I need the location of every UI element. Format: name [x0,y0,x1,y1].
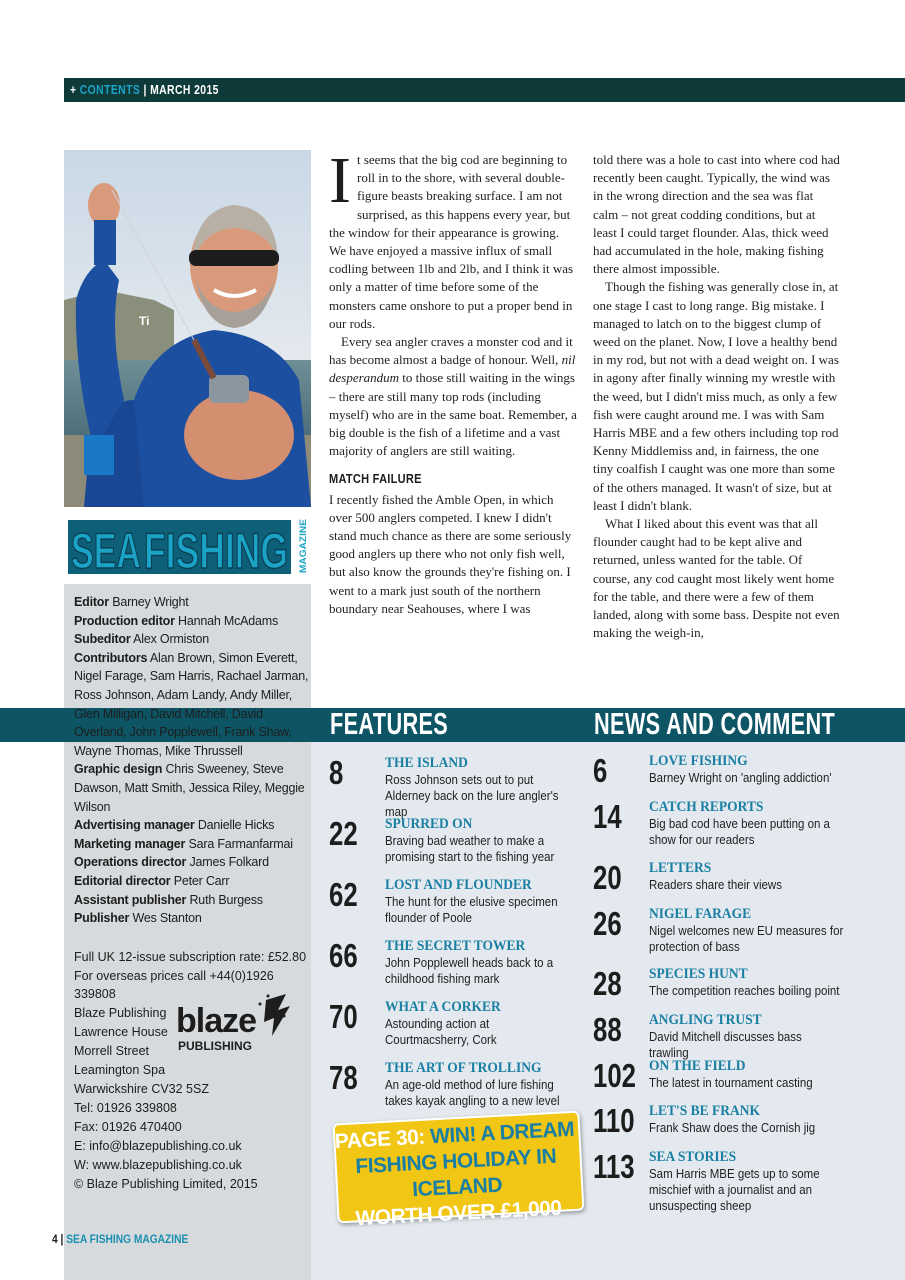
news-entry[interactable] [593,860,863,910]
entry-description: Readers share their views [649,878,782,892]
svg-text:Ti: Ti [139,314,150,328]
entry-title[interactable]: WHAT A CORKER [385,999,501,1015]
credit-line [74,593,310,612]
page-number: 78 [329,1059,358,1096]
editorial-paragraph: What I liked about this event was that all flounder caught had to be kept alive and returned, unless wanted for the table. Of course, any cod caught most likely went home for the table, and there were a few of them landed, along with some bass. Despite not even making the weigh-in, [593,516,840,641]
address-line: Tel: 01926 339808 [74,1101,177,1115]
blaze-publishing-logo [174,992,294,1056]
entry-description: An age-old method of lure fishing takes kayak angling to a new level [385,1078,560,1108]
credit-line [74,872,310,891]
entry-description: John Popplewell heads back to a childhood fishing mark [385,956,554,986]
logo-word-fishing: FISHING [144,523,288,579]
address-line: Fax: 01926 470400 [74,1120,182,1134]
page-number: 110 [593,1102,635,1139]
promo-page-ref: PAGE 30: [334,1125,426,1154]
entry-title[interactable]: SPURRED ON [385,816,473,832]
entry-title[interactable]: SPECIES HUNT [649,966,748,982]
credit-line [74,835,310,854]
header-separator: | [143,82,147,97]
credit-role: Editor [74,595,109,609]
entry-description: Big bad cod have been putting on a show for our readers [649,817,830,847]
editorial-paragraph: Every sea angler craves a monster cod and it has become almost a badge of honour. Well, nil desperandum to those still waiting in the wings – there are still many top rods (including myself) who are in the same boat. Remember, a big double is the fish of a lifetime and a vast majority of anglers are still waiting. [329,334,577,459]
folio-page-number: 4 [52,1232,58,1246]
credit-role: Assistant publisher [74,892,187,907]
page-number: 62 [329,876,358,913]
credit-role: Production editor [74,613,175,628]
entry-title[interactable]: LOST AND FLOUNDER [385,877,532,893]
flame-icon [264,994,290,1036]
editorial-paragraph: told there was a hole to cast into where cod had recently been caught. Typically, the wind was in the wrong direction and the sea was flat calm – not great codding conditions, but at least I could target flounder. Alas, thick weed had accumulated in the hole, making fishing there almost impossible. [593,152,840,277]
entry-title[interactable]: LETTERS [649,860,712,876]
credit-names: Ruth Burgess [189,892,263,907]
folio-magazine: SEA FISHING MAGAZINE [66,1232,189,1246]
entry-description: The hunt for the elusive specimen flounder of Poole [385,895,558,925]
header-plus: + [70,82,77,97]
overseas-prices: For overseas prices call +44(0)1926 339808 [74,968,274,1002]
address-line: W: www.blazepublishing.co.uk [74,1158,242,1172]
address-line: Warwickshire CV32 5SZ [74,1082,209,1096]
credit-names: Sara Farmanfarmai [188,836,293,851]
credit-names: Hannah McAdams [178,613,279,628]
entry-title[interactable]: SEA STORIES [649,1149,737,1165]
entry-title[interactable]: THE ART OF TROLLING [385,1060,542,1076]
credit-role: Graphic design [74,762,163,777]
staff-credits [74,593,310,928]
page-number: 14 [593,798,622,835]
entry-description: Braving bad weather to make a promising start to the fishing year [385,834,555,864]
running-header [64,78,905,102]
credit-role: Subeditor [74,632,131,647]
entry-title[interactable]: CATCH REPORTS [649,799,764,815]
credit-role: Contributors [74,650,148,665]
feature-entry[interactable] [329,754,599,819]
sea-fishing-logo [64,507,311,584]
news-entry[interactable] [593,799,863,849]
credit-line [74,630,310,649]
entry-title[interactable]: ANGLING TRUST [649,1012,762,1028]
entry-description: The latest in tournament casting [649,1076,813,1090]
credit-names: Alan Brown, Simon Everett, Nigel Farage, Sam Harris, Rachael Jarman, Ross Johnson, Adam Landy, Andy Miller, Glen Milligan, David Mitchell, David Overland, John Popplewell, Frank Shaw, Wayne Thomas, Mike Thrussell [74,650,309,758]
credit-line [74,891,310,910]
credit-line [74,853,310,872]
page-number: 22 [329,815,358,852]
feature-entry[interactable] [329,938,599,988]
blaze-logo-tagline: PUBLISHING [178,1039,253,1053]
news-entry[interactable] [593,906,863,956]
credit-line [74,760,310,816]
subscription-rate: Full UK 12-issue subscription rate: £52.80 [74,950,307,964]
promo-value: WORTH OVER £1,000 [354,1196,563,1231]
credit-names: Wes Stanton [132,911,202,926]
promo-prize: FISHING HOLIDAY IN ICELAND [354,1144,557,1202]
entry-description: Ross Johnson sets out to put Alderney back on the lure angler's map [385,773,559,819]
page-number: 70 [329,998,358,1035]
entry-description: Sam Harris MBE gets up to some mischief with a journalist and an unsuspecting sheep [649,1167,820,1213]
address-line: Morrell Street [74,1044,150,1058]
address-line: © Blaze Publishing Limited, 2015 [74,1177,258,1191]
news-entry[interactable] [593,753,863,803]
header-issue: MARCH 2015 [150,82,219,97]
editorial-column-1 [329,144,577,618]
page-number: 6 [593,752,608,789]
page-number: 113 [593,1148,635,1185]
editorial-paragraph: I recently fished the Amble Open, in which over 500 anglers competed. I knew I didn't stand much chance as there are some seriously good anglers up there who not only fish well, but also know the grounds they're fishing on. I went to a mark just south of the northern boundary near Seahouses, where I was [329,491,572,616]
feature-entry[interactable] [329,1060,599,1110]
blaze-logo-name: blaze [176,1002,257,1040]
competition-promo[interactable] [334,1117,578,1231]
entry-title[interactable]: LOVE FISHING [649,753,748,769]
feature-entry[interactable] [329,999,599,1049]
feature-entry[interactable] [329,816,599,866]
promo-headline: WIN! A DREAM [429,1117,575,1149]
entry-title[interactable]: LET'S BE FRANK [649,1103,761,1119]
editor-photo [64,150,311,507]
address-line: Leamington Spa [74,1063,166,1077]
folio-separator: | [60,1232,64,1246]
feature-entry[interactable] [329,877,599,927]
page-number: 8 [329,754,344,791]
editorial-column-2 [593,151,840,642]
credit-names: Alex Ormiston [133,632,210,647]
credit-names: Peter Carr [173,873,230,888]
features-heading: FEATURES [330,706,449,741]
credit-line [74,909,310,928]
news-heading: NEWS AND COMMENT [594,706,836,741]
page-folio [52,1232,188,1246]
news-entry[interactable] [593,1012,863,1062]
page-number: 102 [593,1057,636,1094]
entry-title[interactable]: ON THE FIELD [649,1058,746,1074]
news-entry[interactable] [593,1103,863,1153]
page-number: 26 [593,905,622,942]
credit-line [74,816,310,835]
entry-title[interactable]: THE SECRET TOWER [385,938,526,954]
credit-role: Publisher [74,911,130,926]
credit-names: Barney Wright [112,595,189,609]
editorial-paragraph: Though the fishing was generally close in, at one stage I cast to long range. Big mistake. I managed to latch on to the biggest clump of weed on the planet. Now, I love a healthy bend in my rod, but not with a dead weight on. I was in agony after finally winning my wrestle with the weed, but I didn't miss much, as only a few fish were caught around me. I was with Sam Harris MBE and a few others including top rod Kenny Middlemiss and, in fairness, the one tiny coalfish I caught was one more than some of the others managed. It wasn't of size, but at least I didn't blank. [593,279,839,513]
credit-line [74,612,310,631]
page-number: 66 [329,937,358,974]
news-entry[interactable] [593,966,863,1016]
editorial-subhead: MATCH FAILURE [329,471,422,487]
header-section: CONTENTS [79,82,141,97]
entry-description: David Mitchell discusses bass trawling [649,1030,802,1060]
drop-cap: I [329,144,351,217]
entry-description: Nigel welcomes new EU measures for protection of bass [649,924,844,954]
credit-names: Chris Sweeney, Steve Dawson, Matt Smith, Jessica Riley, Meggie Wilson [74,762,305,814]
page-number: 88 [593,1011,622,1048]
entry-description: Barney Wright on 'angling addiction' [649,771,832,785]
credit-role: Editorial director [74,873,171,888]
page-number: 20 [593,859,622,896]
editorial-paragraph: t seems that the big cod are beginning to roll in to the shore, with several double-figure beasts breaking surface. I am not surprised, as this happens every year, but the window for their appearance is growing. We have enjoyed a massive influx of small codling between 1lb and 2lb, and I think it was only a matter of time before some of the monsters came onshore to put a proper bend in our rods. [329,152,574,331]
page-number: 28 [593,965,622,1002]
credit-names: James Folkard [189,855,269,870]
entry-description: The competition reaches boiling point [649,984,840,998]
credit-role: Marketing manager [74,836,186,851]
credit-names: Danielle Hicks [197,818,275,833]
entry-description: Astounding action at Courtmacsherry, Cork [385,1017,497,1047]
credit-role: Operations director [74,855,187,870]
news-entry[interactable] [593,1058,863,1108]
news-entry[interactable] [593,1148,863,1213]
logo-word-sea: SEA [71,523,141,579]
credit-role: Advertising manager [74,818,195,833]
address-line: Blaze Publishing [74,1006,167,1020]
credit-line [74,649,310,761]
entry-title[interactable]: NIGEL FARAGE [649,906,752,922]
address-line: Lawrence House [74,1025,168,1039]
logo-word-magazine: MAGAZINE [298,525,308,573]
address-line: E: info@blazepublishing.co.uk [74,1139,242,1153]
entry-title[interactable]: THE ISLAND [385,755,468,771]
entry-description: Frank Shaw does the Cornish jig [649,1121,816,1135]
